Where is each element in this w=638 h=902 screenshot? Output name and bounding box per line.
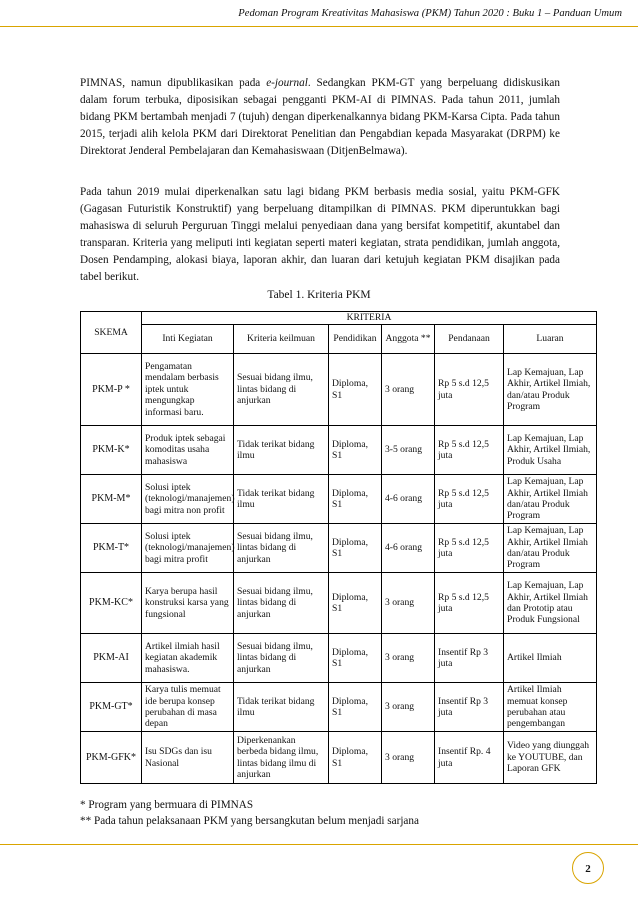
pendanaan-cell: Insentif Rp. 4 juta: [435, 732, 504, 784]
paragraph-1-post: . Sedangkan PKM-GT yang berpeluang didiskusikan dalam forum terbuka, diposisikan sebagai pengganti PKM-AI di PIMNAS. Pada tahun 2011, jumlah bidang PKM bertambah menjadi 7 (tujuh) dengan diperkenalkannya bidang PKM-Karsa Cipta. Pada tahun 2015, terjadi alih kelola PKM dari Direktorat Penelitian dan Pengabdian kepada Masyarakat (DRPM) ke Direktorat Jenderal Pembelajaran dan Kemahasiswaan (DitjenBelmawa).: [80, 77, 560, 157]
pendanaan-cell: Rp 5 s.d 12,5 juta: [435, 354, 504, 426]
pendanaan-cell: Rp 5 s.d 12,5 juta: [435, 573, 504, 634]
inti-cell: Karya tulis memuat ide berupa konsep perubahan di masa depan: [142, 683, 234, 732]
anggota-cell: 3-5 orang: [382, 426, 435, 475]
anggota-cell: 3 orang: [382, 732, 435, 784]
page-header: [0, 0, 638, 32]
luaran-cell: Lap Kemajuan, Lap Akhir, Artikel Ilmiah dan/atau Produk Program: [504, 524, 597, 573]
luaran-cell: Lap Kemajuan, Lap Akhir, Artikel Ilmiah dan Prototip atau Produk Fungsional: [504, 573, 597, 634]
anggota-cell: 3 orang: [382, 683, 435, 732]
table-row: [81, 732, 597, 784]
table-row: [81, 573, 597, 634]
pendanaan-cell: Rp 5 s.d 12,5 juta: [435, 426, 504, 475]
anggota-cell: 3 orang: [382, 634, 435, 683]
page-number: 2: [572, 852, 604, 884]
table-caption: Tabel 1. Kriteria PKM: [267, 289, 371, 301]
luaran-cell: Artikel Ilmiah memuat konsep perubahan atau pengembangan: [504, 683, 597, 732]
column-header: Pendidikan: [329, 325, 382, 354]
skema-cell: PKM-AI: [81, 634, 142, 683]
keilmuan-cell: Sesuai bidang ilmu, lintas bidang di anjurkan: [234, 524, 329, 573]
pendidikan-cell: Diploma, S1: [329, 732, 382, 784]
header-rule: [0, 26, 638, 27]
skema-cell: PKM-GFK*: [81, 732, 142, 784]
pendanaan-cell: Insentif Rp 3 juta: [435, 683, 504, 732]
header-skema: SKEMA: [81, 312, 142, 354]
note-2: ** Pada tahun pelaksanaan PKM yang bersangkutan belum menjadi sarjana: [80, 815, 419, 827]
column-header: Pendanaan: [435, 325, 504, 354]
skema-cell: PKM-P *: [81, 354, 142, 426]
inti-cell: Solusi iptek (teknologi/manajemen) bagi mitra profit: [142, 524, 234, 573]
keilmuan-cell: Sesuai bidang ilmu, lintas bidang di anjurkan: [234, 573, 329, 634]
skema-cell: PKM-M*: [81, 475, 142, 524]
header-kriteria: KRITERIA: [142, 312, 597, 325]
keilmuan-cell: Diperkenankan berbeda bidang ilmu, lintas bidang ilmu di anjurkan: [234, 732, 329, 784]
luaran-cell: Video yang diunggah ke YOUTUBE, dan Laporan GFK: [504, 732, 597, 784]
pendidikan-cell: Diploma, S1: [329, 426, 382, 475]
pendidikan-cell: Diploma, S1: [329, 573, 382, 634]
anggota-cell: 3 orang: [382, 354, 435, 426]
table-row: [81, 634, 597, 683]
keilmuan-cell: Tidak terikat bidang ilmu: [234, 475, 329, 524]
footer-rule: [0, 844, 638, 845]
pendidikan-cell: Diploma, S1: [329, 475, 382, 524]
inti-cell: Artikel ilmiah hasil kegiatan akademik mahasiswa.: [142, 634, 234, 683]
table-notes: [80, 797, 419, 829]
anggota-cell: 4-6 orang: [382, 475, 435, 524]
keilmuan-cell: Tidak terikat bidang ilmu: [234, 683, 329, 732]
header-title: Pedoman Program Kreativitas Mahasiswa (PKM) Tahun 2020 : Buku 1 – Panduan Umum: [238, 8, 622, 19]
keilmuan-cell: Tidak terikat bidang ilmu: [234, 426, 329, 475]
table-row: [81, 524, 597, 573]
inti-cell: Solusi iptek (teknologi/manajemen) bagi mitra non profit: [142, 475, 234, 524]
column-header: Anggota **: [382, 325, 435, 354]
table-row: [81, 354, 597, 426]
inti-cell: Pengamatan mendalam berbasis iptek untuk mengungkap informasi baru.: [142, 354, 234, 426]
luaran-cell: Artikel Ilmiah: [504, 634, 597, 683]
inti-cell: Produk iptek sebagai komoditas usaha mahasiswa: [142, 426, 234, 475]
pendanaan-cell: Rp 5 s.d 12,5 juta: [435, 524, 504, 573]
column-header: Inti Kegiatan: [142, 325, 234, 354]
pendidikan-cell: Diploma, S1: [329, 524, 382, 573]
pendanaan-cell: Rp 5 s.d 12,5 juta: [435, 475, 504, 524]
keilmuan-cell: Sesuai bidang ilmu, lintas bidang di anjurkan: [234, 634, 329, 683]
inti-cell: Isu SDGs dan isu Nasional: [142, 732, 234, 784]
pendidikan-cell: Diploma, S1: [329, 354, 382, 426]
luaran-cell: Lap Kemajuan, Lap Akhir, Artikel Ilmiah dan/atau Produk Program: [504, 475, 597, 524]
pendanaan-cell: Insentif Rp 3 juta: [435, 634, 504, 683]
skema-cell: PKM-GT*: [81, 683, 142, 732]
luaran-cell: Lap Kemajuan, Lap Akhir, Artikel Ilmiah, dan/atau Produk Program: [504, 354, 597, 426]
anggota-cell: 3 orang: [382, 573, 435, 634]
pendidikan-cell: Diploma, S1: [329, 683, 382, 732]
paragraph-1-pre: PIMNAS, namun dipublikasikan pada: [80, 77, 267, 89]
column-header: Kriteria keilmuan: [234, 325, 329, 354]
luaran-cell: Lap Kemajuan, Lap Akhir, Artikel Ilmiah, Produk Usaha: [504, 426, 597, 475]
keilmuan-cell: Sesuai bidang ilmu, lintas bidang di anjurkan: [234, 354, 329, 426]
inti-cell: Karya berupa hasil konstruksi karsa yang fungsional: [142, 573, 234, 634]
skema-cell: PKM-T*: [81, 524, 142, 573]
table-row: [81, 475, 597, 524]
column-header: Luaran: [504, 325, 597, 354]
paragraph-2: Pada tahun 2019 mulai diperkenalkan satu lagi bidang PKM berbasis media sosial, yaitu PKM-GFK (Gagasan Futuristik Konstruktif) yang berpeluang ditampilkan di PIMNAS. PKM diperuntukkan bagi mahasiswa di seluruh Perguruan Tinggi melalui penyediaan dana yang bersifat kompetitif, akuntabel dan transparan. Kriteria yang meliputi inti kegiatan seperti materi kegiatan, strata pendidikan, jumlah anggota, Dosen Pendamping, alokasi biaya, laporan akhir, dan luaran dari ketujuh kegiatan PKM disajikan pada tabel berikut.: [80, 186, 560, 283]
skema-cell: PKM-KC*: [81, 573, 142, 634]
pendidikan-cell: Diploma, S1: [329, 634, 382, 683]
kriteria-table: [80, 311, 597, 784]
e-journal-term: e-journal: [266, 77, 308, 89]
anggota-cell: 4-6 orang: [382, 524, 435, 573]
paragraph-1: [80, 75, 560, 160]
table-row: [81, 683, 597, 732]
note-1: * Program yang bermuara di PIMNAS: [80, 799, 254, 811]
table-row: [81, 426, 597, 475]
skema-cell: PKM-K*: [81, 426, 142, 475]
